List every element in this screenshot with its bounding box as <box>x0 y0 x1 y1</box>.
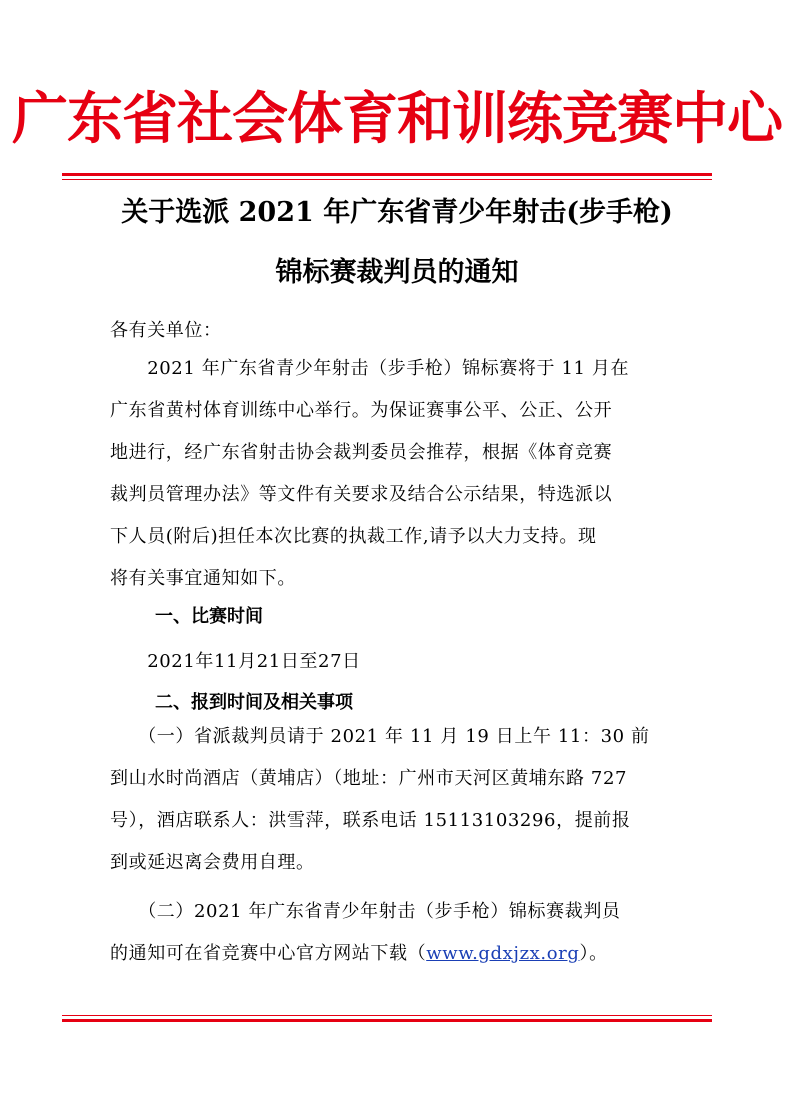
intro-line: 地进行，经广东省射击协会裁判委员会推荐，根据《体育竞赛 <box>110 442 613 463</box>
document-title-line-1: 关于选派 2021 年广东省青少年射击(步手枪) <box>121 197 673 228</box>
footer-divider <box>62 1015 712 1022</box>
intro-line: 裁判员管理办法》等文件有关要求及结合公示结果，特选派以 <box>110 484 613 505</box>
footer-divider-thick-line <box>62 1019 712 1022</box>
intro-line: 下人员(附后)担任本次比赛的执裁工作,请予以大力支持。现 <box>110 526 597 547</box>
item-line: （一）省派裁判员请于 2021 年 11 月 19 日上午 11：30 前 <box>110 726 650 747</box>
item-line-with-link <box>110 936 608 971</box>
header-divider <box>62 173 712 180</box>
item-line: 到或延迟离会费用自理。 <box>110 852 315 873</box>
website-link[interactable]: www.gdxjzx.org <box>426 943 580 964</box>
item-line: 到山水时尚酒店（黄埔店）（地址：广州市天河区黄埔东路 727 <box>110 768 628 789</box>
intro-line: 2021 年广东省青少年射击（步手枪）锦标赛将于 11 月在 <box>110 358 630 379</box>
section-heading-competition-time: 一、比赛时间 <box>155 606 263 627</box>
intro-line: 广东省黄村体育训练中心举行。为保证赛事公平、公正、公开 <box>110 400 613 421</box>
competition-dates: 2021年11月21日至27日 <box>110 651 361 672</box>
item-line: （二）2021 年广东省青少年射击（步手枪）锦标赛裁判员 <box>110 901 621 922</box>
intro-line: 将有关事宜通知如下。 <box>110 568 296 589</box>
item-text: ）。 <box>579 943 608 964</box>
section-heading-registration: 二、报到时间及相关事项 <box>155 692 353 713</box>
footer-divider-thin-line <box>62 1015 712 1016</box>
document-title-line-2: 锦标赛裁判员的通知 <box>275 257 519 288</box>
organization-header: 广东省社会体育和训练竞赛中心 <box>12 86 782 152</box>
item-text: 的通知可在省竞赛中心官方网站下载（ <box>110 943 427 964</box>
salutation: 各有关单位： <box>110 320 222 341</box>
item-line: 号），酒店联系人：洪雪萍，联系电话 15113103296，提前报 <box>110 810 631 831</box>
header-divider-thick-line <box>62 173 712 176</box>
header-divider-thin-line <box>62 179 712 180</box>
